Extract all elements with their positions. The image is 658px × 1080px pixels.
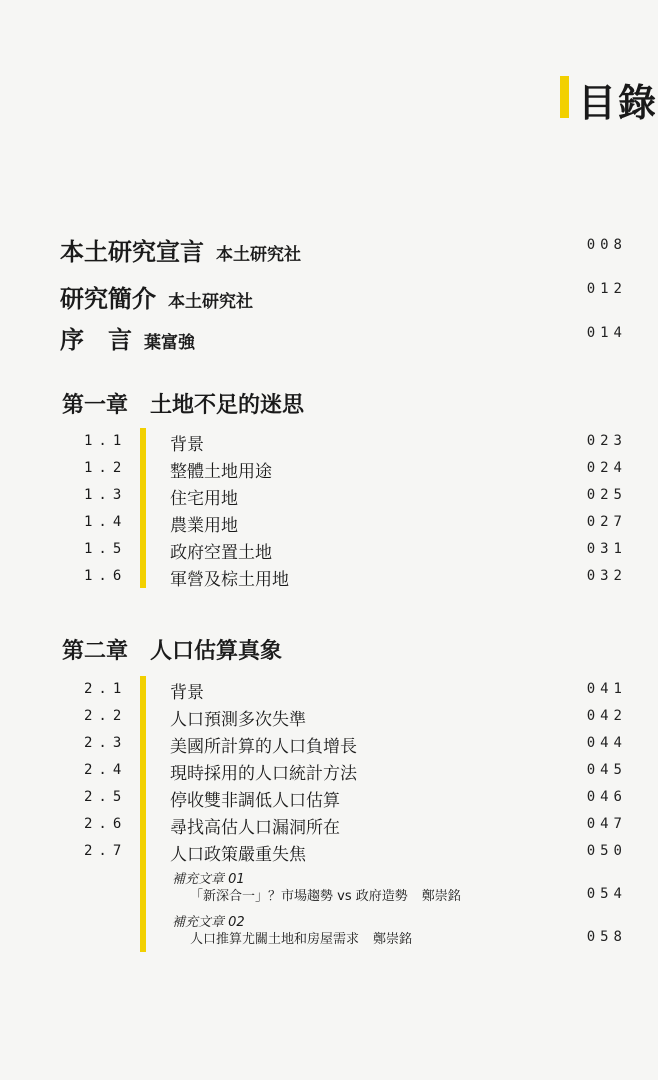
toc-row[interactable] bbox=[0, 785, 649, 812]
supplement-tag: 補充文章 01 bbox=[172, 872, 245, 887]
section-title: 政府空置土地 bbox=[170, 543, 272, 563]
toc-row[interactable] bbox=[0, 812, 649, 839]
page-number: 058 bbox=[586, 929, 627, 945]
toc-row[interactable] bbox=[0, 839, 649, 866]
section-number: 1.4 bbox=[84, 514, 128, 530]
entry-title: 序 言 bbox=[60, 326, 132, 354]
section-number: 2.7 bbox=[84, 843, 128, 859]
page-number: 047 bbox=[586, 816, 627, 832]
chapter-title: 土地不足的迷思 bbox=[150, 393, 305, 418]
front-matter-entry[interactable] bbox=[60, 320, 195, 355]
supplement-entry[interactable] bbox=[190, 885, 461, 904]
page-number: 045 bbox=[586, 762, 627, 778]
chapter-heading[interactable] bbox=[62, 634, 282, 665]
section-number: 2.6 bbox=[84, 816, 128, 832]
supplement-author: 鄭崇銘 bbox=[421, 889, 461, 904]
section-title: 尋找高估人口漏洞所在 bbox=[170, 818, 340, 838]
supplement-entry[interactable] bbox=[190, 928, 412, 947]
section-title: 美國所計算的人口負增長 bbox=[170, 737, 357, 757]
section-number: 2.3 bbox=[84, 735, 128, 751]
toc-row[interactable] bbox=[0, 677, 649, 704]
page-number: 023 bbox=[586, 433, 627, 449]
toc-row[interactable] bbox=[0, 483, 649, 510]
page-number: 046 bbox=[586, 789, 627, 805]
front-matter-entry[interactable] bbox=[60, 232, 301, 267]
chapter-title: 人口估算真象 bbox=[150, 639, 283, 664]
section-title: 軍營及棕土用地 bbox=[170, 570, 289, 590]
chapter-label: 第一章 bbox=[62, 393, 129, 418]
section-number: 2.4 bbox=[84, 762, 128, 778]
page-number: 054 bbox=[586, 886, 627, 902]
section-number: 1.2 bbox=[84, 460, 128, 476]
page-number: 027 bbox=[586, 514, 627, 530]
section-number: 2.1 bbox=[84, 681, 128, 697]
section-number: 2.2 bbox=[84, 708, 128, 724]
toc-row[interactable] bbox=[0, 731, 649, 758]
page-number: 050 bbox=[586, 843, 627, 859]
section-title: 現時採用的人口統計方法 bbox=[170, 764, 357, 784]
page-number: 041 bbox=[586, 681, 627, 697]
section-title: 停收雙非調低人口估算 bbox=[170, 791, 340, 811]
section-title: 人口政策嚴重失焦 bbox=[170, 845, 306, 865]
section-number: 1.1 bbox=[84, 433, 128, 449]
chapter-heading[interactable] bbox=[62, 388, 304, 419]
page-number: 032 bbox=[586, 568, 627, 584]
toc-row[interactable] bbox=[0, 704, 649, 731]
page-number: 008 bbox=[586, 237, 627, 253]
toc-row[interactable] bbox=[0, 758, 649, 785]
supplement-tag: 補充文章 02 bbox=[172, 915, 245, 930]
heading-accent-bar bbox=[560, 76, 569, 118]
section-number: 1.6 bbox=[84, 568, 128, 584]
section-title: 農業用地 bbox=[170, 516, 238, 536]
supplement-author: 鄭崇銘 bbox=[373, 932, 413, 947]
page-number: 042 bbox=[586, 708, 627, 724]
entry-title: 本土研究宣言 bbox=[60, 238, 204, 266]
toc-row[interactable] bbox=[0, 456, 649, 483]
page-number: 044 bbox=[586, 735, 627, 751]
supplement-title: 人口推算尤關土地和房屋需求 bbox=[190, 932, 360, 947]
section-number: 1.5 bbox=[84, 541, 128, 557]
supplement-title: 「新深合一」？市場趨勢 vs 政府造勢 bbox=[190, 889, 408, 904]
toc-row[interactable] bbox=[0, 429, 649, 456]
page-number: 025 bbox=[586, 487, 627, 503]
page-number: 031 bbox=[586, 541, 627, 557]
front-matter-entry[interactable] bbox=[60, 279, 253, 314]
page-number: 012 bbox=[586, 281, 627, 297]
entry-author: 葉富強 bbox=[144, 333, 195, 353]
section-title: 人口預測多次失準 bbox=[170, 710, 306, 730]
section-number: 1.3 bbox=[84, 487, 128, 503]
page-title: 目錄 bbox=[578, 81, 658, 125]
section-number: 2.5 bbox=[84, 789, 128, 805]
toc-row[interactable] bbox=[0, 537, 649, 564]
section-title: 住宅用地 bbox=[170, 489, 238, 509]
page-number: 024 bbox=[586, 460, 627, 476]
toc-row[interactable] bbox=[0, 564, 649, 591]
chapter-label: 第二章 bbox=[62, 639, 129, 664]
entry-author: 本土研究社 bbox=[216, 245, 301, 265]
entry-title: 研究簡介 bbox=[60, 285, 156, 313]
entry-author: 本土研究社 bbox=[168, 292, 253, 312]
page-number: 014 bbox=[586, 325, 627, 341]
toc-row[interactable] bbox=[0, 510, 649, 537]
section-title: 背景 bbox=[170, 435, 204, 455]
section-title: 背景 bbox=[170, 683, 204, 703]
section-title: 整體土地用途 bbox=[170, 462, 272, 482]
